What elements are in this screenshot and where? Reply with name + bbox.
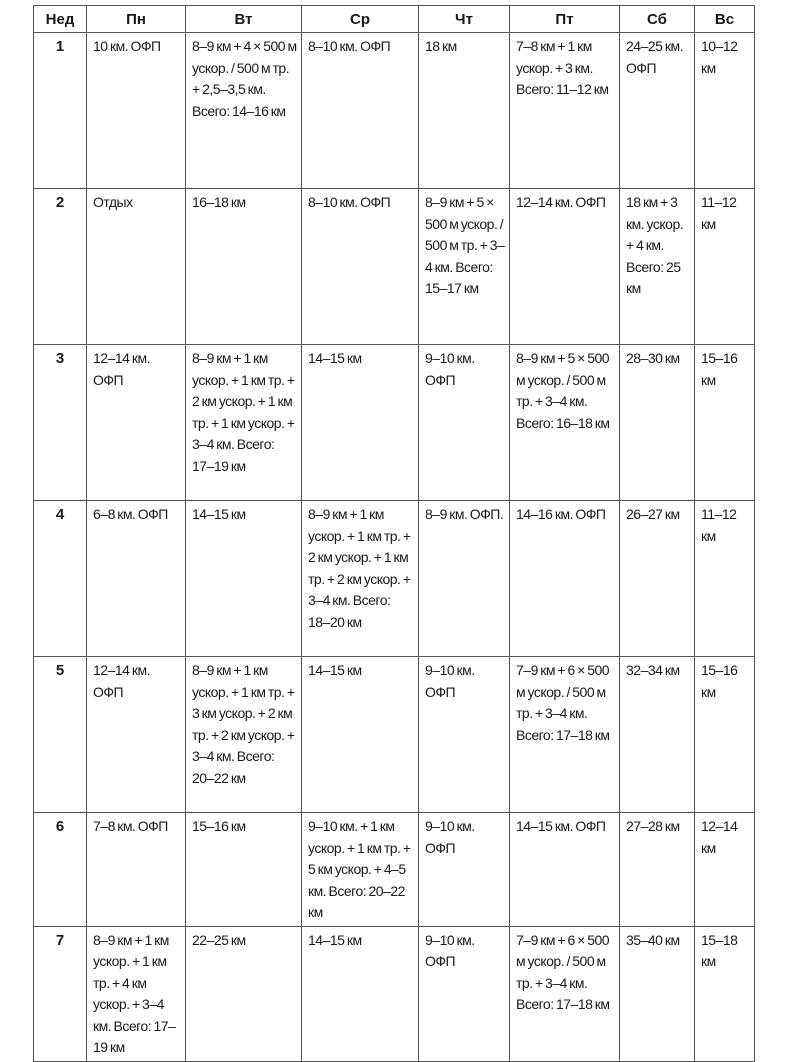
cell-thursday: 9–10 км. ОФП	[419, 813, 510, 927]
cell-saturday: 26–27 км	[620, 501, 695, 657]
cell-sunday: 15–16 км	[695, 657, 755, 813]
cell-saturday: 35–40 км	[620, 926, 695, 1061]
table-row	[34, 926, 755, 1061]
week-number: 1	[34, 33, 87, 189]
cell-tuesday: 8–9 км + 4 × 500 м ускор. / 500 м тр. + 2,5–3,5 км. Всего: 14–16 км	[186, 33, 302, 189]
table-row	[34, 189, 755, 345]
cell-thursday: 9–10 км. ОФП	[419, 926, 510, 1061]
cell-friday: 12–14 км. ОФП	[510, 189, 620, 345]
cell-saturday: 18 км + 3 км. ускор. + 4 км. Всего: 25 км	[620, 189, 695, 345]
cell-sunday: 10–12 км	[695, 33, 755, 189]
header-monday: Пн	[87, 6, 186, 33]
cell-monday: 10 км. ОФП	[87, 33, 186, 189]
cell-wednesday: 14–15 км	[302, 926, 419, 1061]
table-row	[34, 345, 755, 501]
header-week: Нед	[34, 6, 87, 33]
cell-monday: 6–8 км. ОФП	[87, 501, 186, 657]
week-number: 4	[34, 501, 87, 657]
cell-wednesday: 8–10 км. ОФП	[302, 189, 419, 345]
cell-saturday: 27–28 км	[620, 813, 695, 927]
cell-sunday: 11–12 км	[695, 189, 755, 345]
header-sunday: Вс	[695, 6, 755, 33]
table-row	[34, 33, 755, 189]
cell-wednesday: 9–10 км. + 1 км ускор. + 1 км тр. + 5 км ускор. + 4–5 км. Всего: 20–22 км	[302, 813, 419, 927]
cell-wednesday: 8–10 км. ОФП	[302, 33, 419, 189]
cell-sunday: 15–18 км	[695, 926, 755, 1061]
cell-saturday: 24–25 км. ОФП	[620, 33, 695, 189]
week-number: 6	[34, 813, 87, 927]
cell-sunday: 12–14 км	[695, 813, 755, 927]
cell-sunday: 11–12 км	[695, 501, 755, 657]
cell-tuesday: 8–9 км + 1 км ускор. + 1 км тр. + 2 км ускор. + 1 км тр. + 1 км ускор. + 3–4 км. Всего: 17–19 км	[186, 345, 302, 501]
cell-monday: 12–14 км. ОФП	[87, 657, 186, 813]
cell-saturday: 28–30 км	[620, 345, 695, 501]
cell-thursday: 9–10 км. ОФП	[419, 657, 510, 813]
cell-monday: 8–9 км + 1 км ускор. + 1 км тр. + 4 км ускор. + 3–4 км. Всего: 17–19 км	[87, 926, 186, 1061]
cell-friday: 7–9 км + 6 × 500 м ускор. / 500 м тр. + 3–4 км. Всего: 17–18 км	[510, 657, 620, 813]
cell-wednesday: 8–9 км + 1 км ускор. + 1 км тр. + 2 км ускор. + 1 км тр. + 2 км ускор. + 3–4 км. Всего: 18–20 км	[302, 501, 419, 657]
cell-monday: Отдых	[87, 189, 186, 345]
cell-saturday: 32–34 км	[620, 657, 695, 813]
week-number: 5	[34, 657, 87, 813]
header-wednesday: Ср	[302, 6, 419, 33]
header-thursday: Чт	[419, 6, 510, 33]
cell-friday: 14–16 км. ОФП	[510, 501, 620, 657]
week-number: 7	[34, 926, 87, 1061]
table-row	[34, 813, 755, 927]
cell-thursday: 8–9 км + 5 × 500 м ускор. / 500 м тр. + 3–4 км. Всего: 15–17 км	[419, 189, 510, 345]
table-row	[34, 501, 755, 657]
header-friday: Пт	[510, 6, 620, 33]
cell-thursday: 18 км	[419, 33, 510, 189]
header-saturday: Сб	[620, 6, 695, 33]
cell-tuesday: 22–25 км	[186, 926, 302, 1061]
cell-tuesday: 14–15 км	[186, 501, 302, 657]
cell-wednesday: 14–15 км	[302, 345, 419, 501]
cell-friday: 8–9 км + 5 × 500 м ускор. / 500 м тр. + 3–4 км. Всего: 16–18 км	[510, 345, 620, 501]
cell-tuesday: 16–18 км	[186, 189, 302, 345]
cell-tuesday: 15–16 км	[186, 813, 302, 927]
cell-friday: 14–15 км. ОФП	[510, 813, 620, 927]
cell-monday: 7–8 км. ОФП	[87, 813, 186, 927]
training-plan-table	[33, 5, 755, 1062]
cell-thursday: 8–9 км. ОФП.	[419, 501, 510, 657]
cell-friday: 7–8 км + 1 км ускор. + 3 км. Всего: 11–12 км	[510, 33, 620, 189]
cell-monday: 12–14 км. ОФП	[87, 345, 186, 501]
week-number: 2	[34, 189, 87, 345]
cell-tuesday: 8–9 км + 1 км ускор. + 1 км тр. + 3 км ускор. + 2 км тр. + 2 км ускор. + 3–4 км. Всего: 20–22 км	[186, 657, 302, 813]
header-row	[34, 6, 755, 33]
cell-thursday: 9–10 км. ОФП	[419, 345, 510, 501]
cell-wednesday: 14–15 км	[302, 657, 419, 813]
table-row	[34, 657, 755, 813]
week-number: 3	[34, 345, 87, 501]
training-plan-table-wrapper	[33, 5, 754, 1062]
cell-friday: 7–9 км + 6 × 500 м ускор. / 500 м тр. + 3–4 км. Всего: 17–18 км	[510, 926, 620, 1061]
header-tuesday: Вт	[186, 6, 302, 33]
cell-sunday: 15–16 км	[695, 345, 755, 501]
